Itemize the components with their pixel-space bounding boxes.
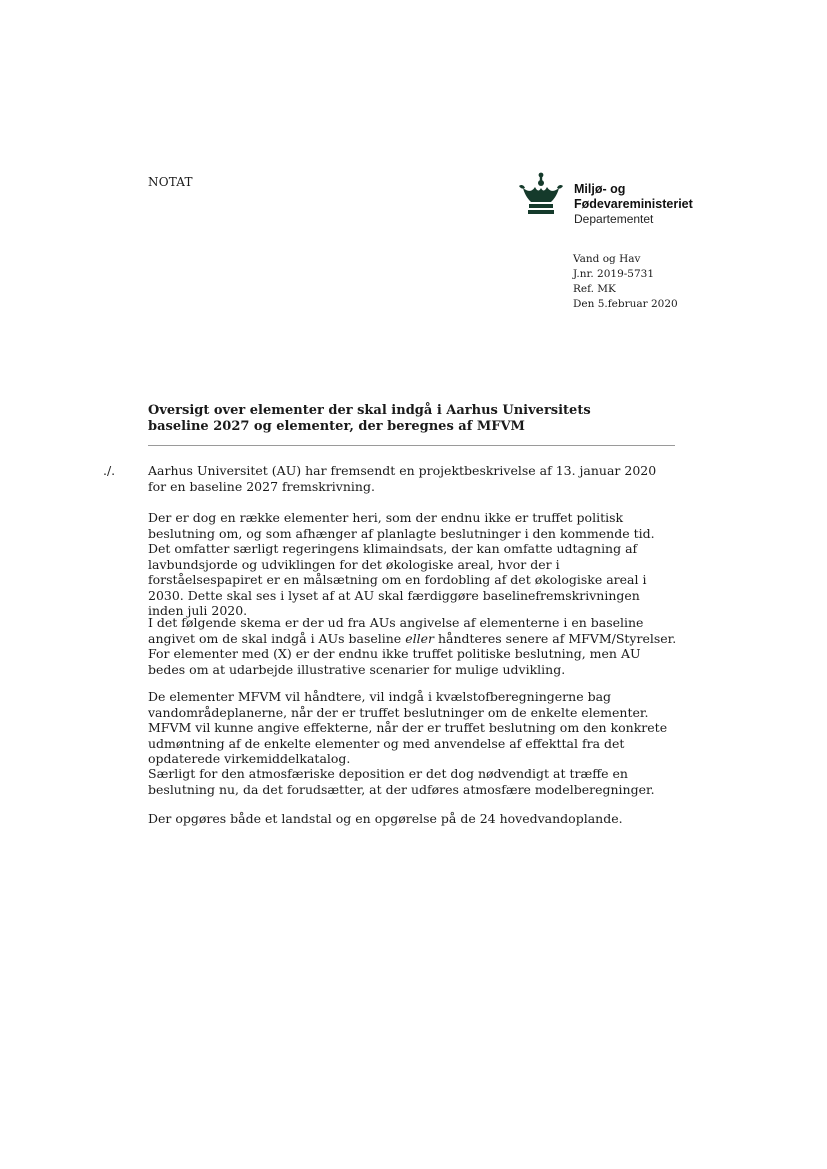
- meta-jnr: J.nr. 2019-5731: [573, 268, 655, 280]
- title-line2: baseline 2027 og elementer, der beregnes af MFVM: [148, 419, 525, 434]
- crown-icon: [517, 172, 565, 216]
- ministry-name-line2: Fødevareministeriet: [574, 197, 693, 211]
- document-title: [148, 403, 688, 435]
- paragraph-3: [148, 615, 678, 677]
- ministry-name-line1: Miljø- og: [574, 182, 626, 196]
- enclosure-marker: ./.: [103, 463, 116, 478]
- title-divider: [148, 445, 675, 446]
- document-type-label: NOTAT: [148, 175, 193, 189]
- meta-unit: Vand og Hav: [573, 253, 641, 265]
- ministry-logo: [517, 172, 717, 232]
- document-meta: [573, 252, 678, 312]
- paragraph-1: Aarhus Universitet (AU) har fremsendt en projektbeskrivelse af 13. januar 2020 for en baseline 2027 fremskrivning.: [148, 463, 657, 494]
- department-name: Departementet: [574, 212, 654, 226]
- meta-date: Den 5.februar 2020: [573, 298, 678, 310]
- meta-ref: Ref. MK: [573, 283, 616, 295]
- title-line1: Oversigt over elementer der skal indgå i Aarhus Universitets: [148, 403, 591, 418]
- paragraph-6: Der opgøres både et landstal og en opgørelse på de 24 hovedvandoplande.: [148, 811, 623, 826]
- paragraph-3-emphasis: eller: [405, 630, 434, 646]
- paragraph-5: Særligt for den atmosfæriske deposition er det dog nødvendigt at træffe en beslutning nu, da det forudsætter, at der udføres atmosfære modelberegninger.: [148, 766, 655, 797]
- paragraph-3-start: I det følgende skema er der ud fra AUs angivelse af elementerne i en baseline angivet om de skal indgå i AUs baseline: [148, 615, 644, 646]
- paragraph-4: De elementer MFVM vil håndtere, vil indgå i kvælstofberegningerne bag vandområdeplanerne, når der er truffet beslutninger om de enkelte elementer. MFVM vil kunne angive effekterne, når der er truffet beslutning om den konkrete udmøntning af de enkelte elementer og med anvendelse af effekttal fra det opdaterede virkemiddelkatalog.: [148, 689, 668, 766]
- paragraph-3-end: håndteres senere af MFVM/Styrelser. For elementer med (X) er der endnu ikke truffet politiske beslutning, men AU bedes om at udarbejde illustrative scenarier for mulige udvikling.: [148, 630, 677, 677]
- paragraph-2: Der er dog en række elementer heri, som der endnu ikke er truffet politisk beslutning om, og som afhænger af planlagte beslutninger i den kommende tid. Det omfatter særligt regeringens klimaindsats, der kan omfatte udtagning af lavbundsjorde og udviklingen for det økologiske areal, hvor der i forståelsespapiret er en målsætning om en fordobling af det økologiske areal i 2030. Dette skal ses i lyset af at AU skal færdiggøre baselinefremskrivningen inden juli 2020.: [148, 510, 655, 618]
